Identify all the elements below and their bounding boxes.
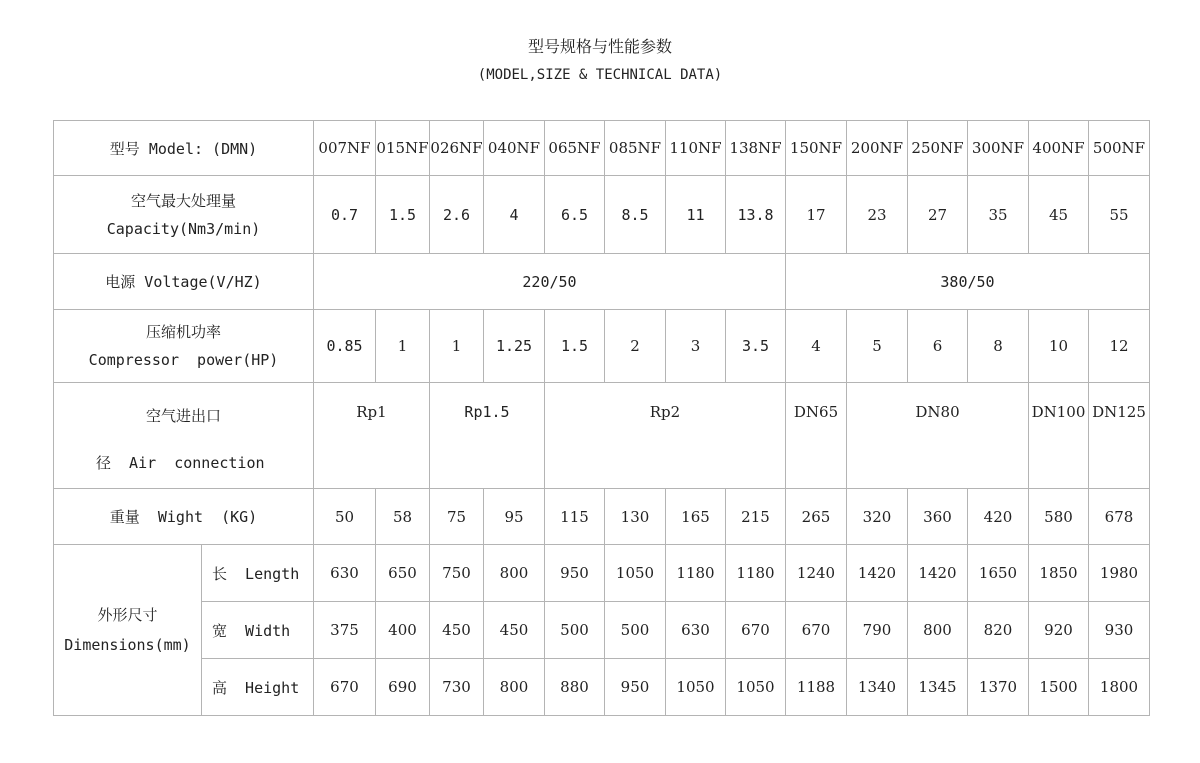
air-connection-row [54, 383, 1150, 489]
model-cell: 110NF [666, 121, 726, 176]
power-cell: 10 [1029, 310, 1089, 383]
page-title: 型号规格与性能参数 [527, 37, 672, 56]
width-cell: 375 [314, 602, 376, 659]
height-cell: 1800 [1089, 659, 1150, 716]
weight-cell: 130 [605, 489, 666, 545]
width-cell: 920 [1029, 602, 1089, 659]
dimensions-label-en: Dimensions(mm) [64, 636, 191, 654]
model-cell: 065NF [545, 121, 605, 176]
height-cell: 950 [605, 659, 666, 716]
weight-cell: 165 [666, 489, 726, 545]
width-cell: 400 [376, 602, 430, 659]
length-cell: 1980 [1089, 545, 1150, 602]
power-cell: 6 [908, 310, 968, 383]
length-cell: 750 [430, 545, 484, 602]
height-cell: 1050 [726, 659, 786, 716]
capacity-cell: 2.6 [430, 176, 484, 254]
power-label-en: Compressor power(HP) [88, 351, 279, 369]
width-cell: 820 [968, 602, 1029, 659]
model-row [54, 121, 1150, 176]
voltage-row [54, 254, 1150, 310]
height-label: 高 Height [202, 659, 314, 716]
weight-cell: 678 [1089, 489, 1150, 545]
power-cell: 0.85 [314, 310, 376, 383]
model-cell: 250NF [908, 121, 968, 176]
weight-cell: 58 [376, 489, 430, 545]
length-cell: 1180 [666, 545, 726, 602]
height-cell: 1345 [908, 659, 968, 716]
weight-label: 重量 Wight (KG) [54, 489, 314, 545]
length-label: 长 Length [202, 545, 314, 602]
capacity-cell: 6.5 [545, 176, 605, 254]
weight-cell: 115 [545, 489, 605, 545]
width-cell: 790 [847, 602, 908, 659]
power-cell: 12 [1089, 310, 1150, 383]
model-cell: 138NF [726, 121, 786, 176]
weight-cell: 215 [726, 489, 786, 545]
power-cell: 3.5 [726, 310, 786, 383]
model-cell: 007NF [314, 121, 376, 176]
height-cell: 1050 [666, 659, 726, 716]
length-cell: 950 [545, 545, 605, 602]
model-cell: 015NF [376, 121, 430, 176]
height-cell: 1370 [968, 659, 1029, 716]
weight-cell: 580 [1029, 489, 1089, 545]
capacity-cell: 35 [968, 176, 1029, 254]
capacity-cell: 11 [666, 176, 726, 254]
capacity-cell: 8.5 [605, 176, 666, 254]
height-cell: 670 [314, 659, 376, 716]
power-cell: 2 [605, 310, 666, 383]
height-cell: 880 [545, 659, 605, 716]
length-cell: 1650 [968, 545, 1029, 602]
voltage-group-220: 220/50 [314, 254, 786, 310]
voltage-group-380: 380/50 [786, 254, 1150, 310]
air-group-dn80: DN80 [847, 383, 1029, 489]
power-cell: 3 [666, 310, 726, 383]
width-cell: 500 [545, 602, 605, 659]
width-cell: 500 [605, 602, 666, 659]
width-cell: 450 [484, 602, 545, 659]
capacity-cell: 4 [484, 176, 545, 254]
weight-cell: 265 [786, 489, 847, 545]
length-row [54, 545, 1150, 602]
model-label: 型号 Model: (DMN) [54, 121, 314, 176]
capacity-cell: 1.5 [376, 176, 430, 254]
power-label [54, 310, 314, 383]
weight-cell: 360 [908, 489, 968, 545]
height-cell: 1188 [786, 659, 847, 716]
power-label-cn: 压缩机功率 [145, 323, 221, 341]
capacity-row [54, 176, 1150, 254]
width-cell: 930 [1089, 602, 1150, 659]
capacity-cell: 23 [847, 176, 908, 254]
model-cell: 500NF [1089, 121, 1150, 176]
dimensions-label-cn: 外形尺寸 [97, 606, 158, 624]
weight-cell: 95 [484, 489, 545, 545]
power-cell: 8 [968, 310, 1029, 383]
width-cell: 670 [726, 602, 786, 659]
power-cell: 1.5 [545, 310, 605, 383]
page-subtitle: (MODEL,SIZE & TECHNICAL DATA) [477, 67, 723, 83]
height-cell: 1340 [847, 659, 908, 716]
capacity-cell: 13.8 [726, 176, 786, 254]
model-cell: 200NF [847, 121, 908, 176]
spec-table [53, 120, 1150, 716]
height-cell: 1500 [1029, 659, 1089, 716]
height-cell: 730 [430, 659, 484, 716]
length-cell: 630 [314, 545, 376, 602]
capacity-cell: 0.7 [314, 176, 376, 254]
model-cell: 400NF [1029, 121, 1089, 176]
air-group-dn65: DN65 [786, 383, 847, 489]
air-connection-label [54, 383, 314, 489]
width-row [54, 602, 1150, 659]
air-group-dn100: DN100 [1029, 383, 1089, 489]
width-cell: 800 [908, 602, 968, 659]
voltage-label: 电源 Voltage(V/HZ) [54, 254, 314, 310]
length-cell: 1180 [726, 545, 786, 602]
length-cell: 800 [484, 545, 545, 602]
weight-cell: 320 [847, 489, 908, 545]
model-cell: 150NF [786, 121, 847, 176]
weight-cell: 420 [968, 489, 1029, 545]
width-label: 宽 Width [202, 602, 314, 659]
power-cell: 4 [786, 310, 847, 383]
model-cell: 085NF [605, 121, 666, 176]
length-cell: 1240 [786, 545, 847, 602]
capacity-cell: 45 [1029, 176, 1089, 254]
height-cell: 690 [376, 659, 430, 716]
weight-cell: 75 [430, 489, 484, 545]
length-cell: 1420 [908, 545, 968, 602]
width-cell: 670 [786, 602, 847, 659]
capacity-label-cn: 空气最大处理量 [130, 191, 236, 210]
capacity-cell: 17 [786, 176, 847, 254]
length-cell: 1850 [1029, 545, 1089, 602]
air-group-dn125: DN125 [1089, 383, 1150, 489]
model-cell: 026NF [430, 121, 484, 176]
capacity-cell: 55 [1089, 176, 1150, 254]
power-cell: 1 [430, 310, 484, 383]
height-row [54, 659, 1150, 716]
width-cell: 450 [430, 602, 484, 659]
power-row [54, 310, 1150, 383]
air-group-rp1-5: Rp1.5 [430, 383, 545, 489]
air-group-rp1: Rp1 [314, 383, 430, 489]
air-label-top: 空气进出口 [145, 407, 221, 425]
length-cell: 1420 [847, 545, 908, 602]
height-cell: 800 [484, 659, 545, 716]
air-group-rp2: Rp2 [545, 383, 786, 489]
dimensions-label [54, 545, 202, 716]
width-cell: 630 [666, 602, 726, 659]
model-cell: 300NF [968, 121, 1029, 176]
capacity-label-en: Capacity(Nm3/min) [106, 219, 261, 238]
power-cell: 1.25 [484, 310, 545, 383]
weight-cell: 50 [314, 489, 376, 545]
weight-row [54, 489, 1150, 545]
model-cell: 040NF [484, 121, 545, 176]
air-label-bottom: 径 Air connection [96, 454, 265, 472]
length-cell: 1050 [605, 545, 666, 602]
capacity-cell: 27 [908, 176, 968, 254]
length-cell: 650 [376, 545, 430, 602]
power-cell: 5 [847, 310, 908, 383]
power-cell: 1 [376, 310, 430, 383]
capacity-label [54, 176, 314, 254]
